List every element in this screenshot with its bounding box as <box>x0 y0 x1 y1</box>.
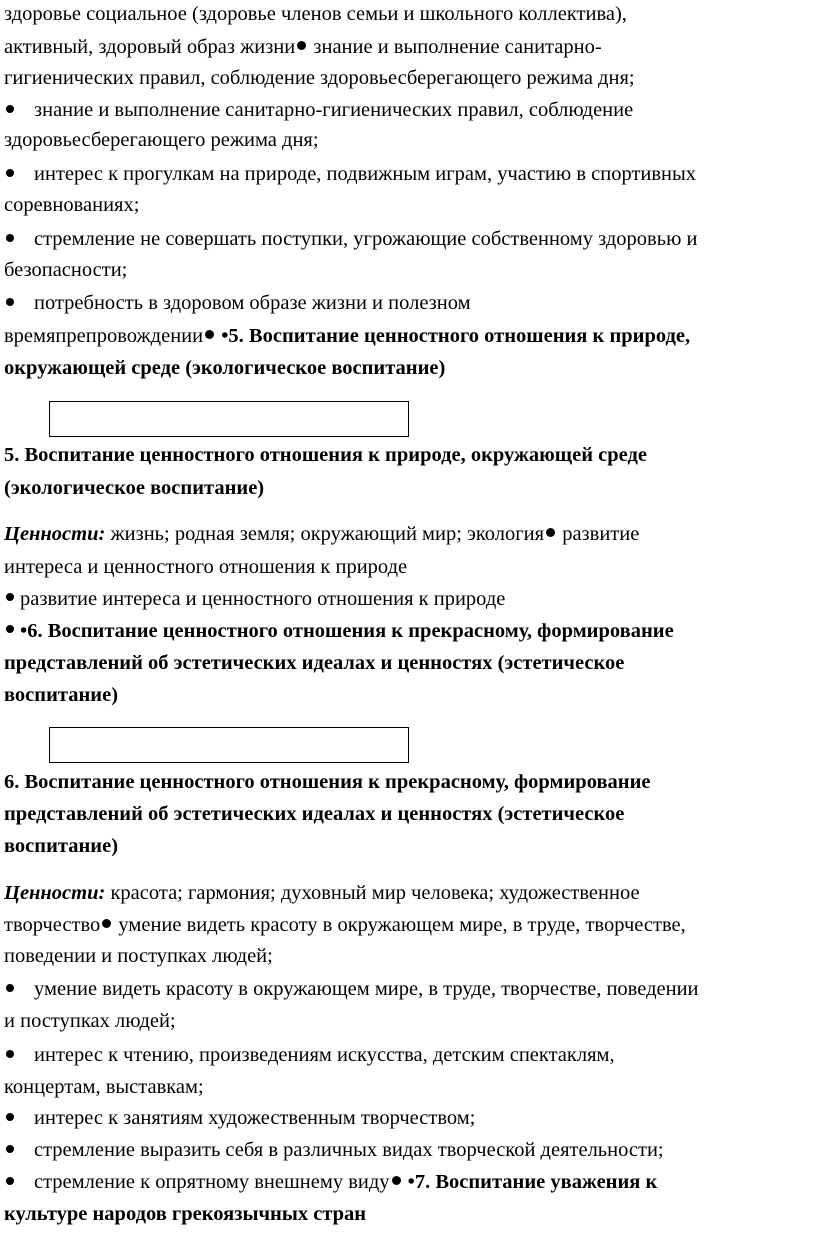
bullet-icon <box>6 1145 14 1153</box>
list-item: интерес к прогулкам на природе, подвижным играм, участию в спортивных <box>4 160 696 188</box>
section-heading: воспитание) <box>4 835 119 857</box>
bullet-icon <box>392 1176 401 1185</box>
section-heading: 6. Воспитание ценностного отношения к прекрасному, формирование <box>4 771 651 793</box>
bullet-icon <box>6 1177 14 1185</box>
bullet-icon <box>6 298 14 306</box>
list-item: стремление к опрятному внешнему виду •7. Воспитание уважения к <box>4 1168 657 1196</box>
bullet-icon <box>546 528 555 537</box>
section-heading: воспитание) <box>4 684 119 706</box>
text-line: гигиенических правил, соблюдение здоровьесберегающего режима дня; <box>4 67 635 89</box>
bullet-icon <box>6 1113 14 1121</box>
text-line: здоровье социальное (здоровье членов семьи и школьного коллектива), <box>4 3 627 25</box>
bullet-icon <box>6 593 14 601</box>
text-line: соревнованиях; <box>4 194 140 216</box>
values-line: Ценности: красота; гармония; духовный мир человека; художественное <box>4 882 640 904</box>
section-heading: (экологическое воспитание) <box>4 477 265 499</box>
list-item: развитие интереса и ценностного отношения к природе <box>4 585 505 613</box>
section-heading: окружающей среде (экологическое воспитание) <box>4 357 446 379</box>
text-line: здоровьесберегающего режима дня; <box>4 129 319 151</box>
text-line: концертам, выставкам; <box>4 1076 204 1098</box>
text-line: творчество умение видеть красоту в окружающем мире, в труде, творчестве, <box>4 914 686 936</box>
section-heading: представлений об эстетических идеалах и ценностях (эстетическое <box>4 652 625 674</box>
bullet-icon <box>6 1050 14 1058</box>
list-item: потребность в здоровом образе жизни и полезном <box>4 289 471 317</box>
empty-box <box>49 727 409 763</box>
section-heading: представлений об эстетических идеалах и ценностях (эстетическое <box>4 803 625 825</box>
section-heading: •6. Воспитание ценностного отношения к прекрасному, формирование <box>4 617 674 645</box>
list-item: умение видеть красоту в окружающем мире, в труде, творчестве, поведении <box>4 975 699 1003</box>
bullet-icon <box>6 625 14 633</box>
list-item: стремление выразить себя в различных видах творческой деятельности; <box>4 1136 664 1164</box>
text-line: безопасности; <box>4 259 128 281</box>
bullet-icon <box>297 41 306 50</box>
text-line: времяпрепровождении •5. Воспитание ценностного отношения к природе, <box>4 325 691 347</box>
list-item: интерес к чтению, произведениям искусства, детским спектаклям, <box>4 1041 615 1069</box>
section-heading: 5. Воспитание ценностного отношения к природе, окружающей среде <box>4 444 647 466</box>
values-line: Ценности: жизнь; родная земля; окружающий мир; экология развитие <box>4 523 640 545</box>
bullet-icon <box>6 234 14 242</box>
section-heading: культуре народов грекоязычных стран <box>4 1203 367 1225</box>
text-line: поведении и поступках людей; <box>4 945 273 967</box>
bullet-icon <box>6 169 14 177</box>
text-line: активный, здоровый образ жизни знание и выполнение санитарно- <box>4 36 602 58</box>
list-item: стремление не совершать поступки, угрожающие собственному здоровью и <box>4 225 697 253</box>
bullet-icon <box>102 919 111 928</box>
bullet-icon <box>6 105 14 113</box>
text-line: и поступках людей; <box>4 1010 176 1032</box>
bullet-icon <box>205 330 214 339</box>
list-item: интерес к занятиям художественным творчеством; <box>4 1104 475 1132</box>
empty-box <box>49 401 409 437</box>
text-line: интереса и ценностного отношения к природе <box>4 556 408 578</box>
bullet-icon <box>6 984 14 992</box>
list-item: знание и выполнение санитарно-гигиенических правил, соблюдение <box>4 96 633 124</box>
